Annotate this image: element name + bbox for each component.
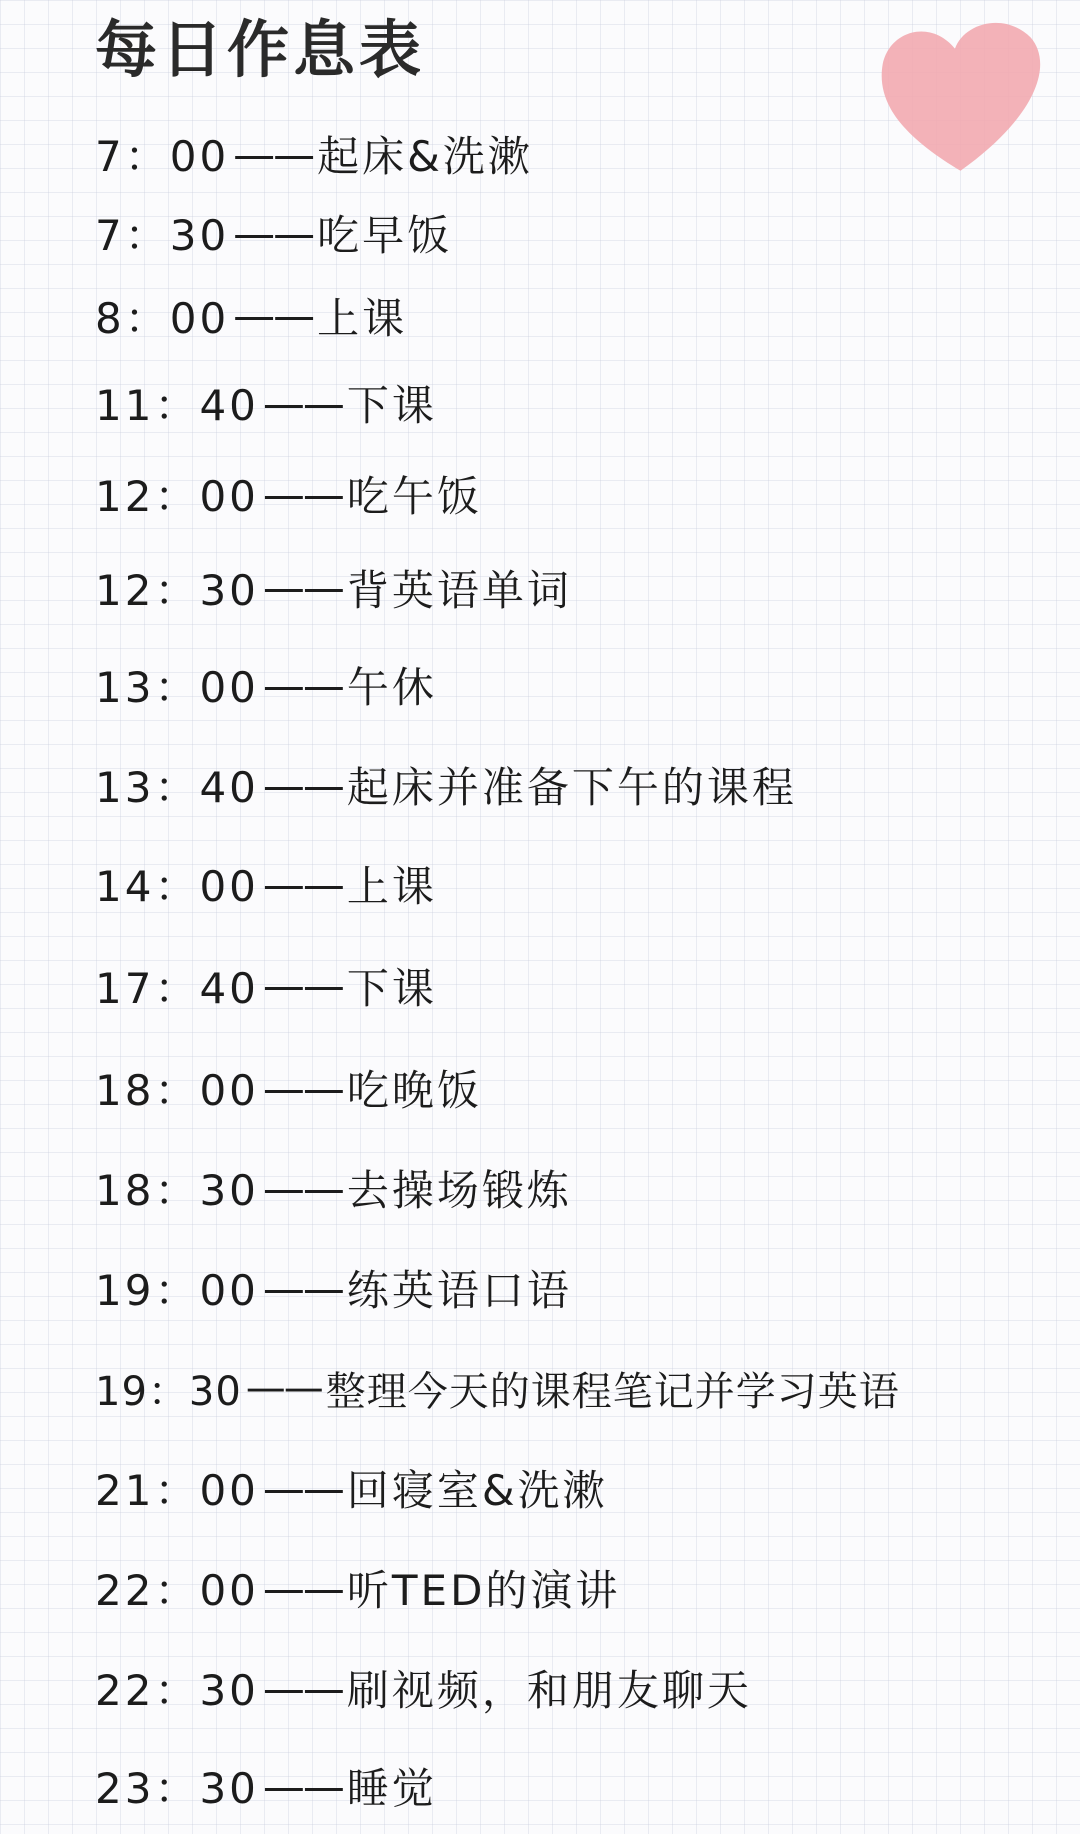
schedule-item [95, 735, 1055, 835]
schedule-activity: 睡觉 [346, 1764, 437, 1813]
schedule-separator: —— [262, 660, 343, 710]
schedule-activity: 回寝室&洗漱 [346, 1466, 608, 1515]
schedule-activity: 刷视频，和朋友聊天 [346, 1666, 752, 1715]
schedule-time: 19：30 [95, 1368, 242, 1415]
schedule-separator: —— [262, 1563, 343, 1613]
schedule-item [95, 540, 1055, 635]
schedule-activity: 下课 [346, 381, 437, 430]
schedule-separator: —— [262, 961, 343, 1010]
schedule-separator: —— [262, 760, 343, 810]
schedule-separator: —— [262, 378, 343, 428]
schedule-item [95, 1438, 1055, 1538]
schedule-item [95, 1638, 1055, 1738]
schedule-separator: —— [262, 1663, 343, 1713]
schedule-time: 19：00 [95, 1266, 259, 1315]
schedule-list [95, 115, 1055, 1834]
schedule-separator: —— [262, 469, 343, 519]
schedule-activity: 背英语单词 [346, 565, 572, 615]
schedule-activity: 吃午饭 [346, 472, 482, 521]
schedule-separator: —— [262, 1463, 343, 1513]
schedule-time: 12：30 [95, 565, 259, 615]
schedule-time: 12：00 [95, 472, 259, 521]
schedule-activity: 整理今天的课程笔记并学习英语 [325, 1368, 900, 1415]
schedule-activity: 下课 [346, 963, 437, 1013]
schedule-activity: 上课 [317, 293, 408, 343]
schedule-time: 7：30 [95, 211, 230, 260]
schedule-separator: —— [262, 1063, 343, 1113]
schedule-item [95, 1738, 1055, 1834]
schedule-time: 22：30 [95, 1666, 259, 1715]
schedule-time: 22：00 [95, 1566, 259, 1615]
schedule-activity: 吃晚饭 [346, 1066, 482, 1115]
schedule-time: 18：30 [95, 1166, 259, 1215]
schedule-item [95, 1538, 1055, 1638]
schedule-time: 17：40 [95, 963, 259, 1013]
schedule-time: 7：00 [95, 132, 230, 181]
page-title: 每日作息表 [95, 13, 426, 86]
schedule-activity: 去操场锻炼 [346, 1166, 572, 1215]
schedule-time: 11：40 [95, 381, 259, 430]
schedule-activity: 听TED的演讲 [346, 1566, 621, 1615]
schedule-item [95, 1238, 1055, 1338]
schedule-time: 13：40 [95, 763, 259, 812]
schedule-item [95, 835, 1055, 933]
schedule-item [95, 1138, 1055, 1238]
schedule-activity: 上课 [346, 862, 437, 911]
schedule-activity: 起床并准备下午的课程 [346, 763, 797, 812]
schedule-time: 18：00 [95, 1066, 259, 1115]
schedule-separator: —— [262, 1263, 343, 1313]
schedule-time: 14：00 [95, 862, 259, 911]
schedule-separator: —— [245, 1365, 322, 1411]
schedule-separator: —— [262, 859, 343, 909]
schedule-item [95, 115, 1055, 193]
schedule-separator: —— [233, 291, 314, 340]
schedule-separator: —— [262, 1163, 343, 1213]
schedule-activity: 吃早饭 [317, 211, 453, 260]
schedule-activity: 午休 [346, 663, 437, 712]
schedule-time: 13：00 [95, 663, 259, 712]
schedule-activity: 练英语口语 [346, 1266, 572, 1315]
schedule-item [95, 1338, 1055, 1438]
schedule-time: 8：00 [95, 293, 230, 343]
schedule-item [95, 448, 1055, 540]
schedule-separator: —— [262, 1761, 343, 1811]
schedule-time: 23：30 [95, 1764, 259, 1813]
schedule-item [95, 1038, 1055, 1138]
schedule-separator: —— [233, 208, 314, 258]
schedule-activity: 起床&洗漱 [317, 132, 533, 181]
schedule-item [95, 193, 1055, 273]
schedule-time: 21：00 [95, 1466, 259, 1515]
schedule-separator: —— [262, 563, 343, 612]
schedule-item [95, 635, 1055, 735]
schedule-separator: —— [233, 129, 314, 179]
schedule-item [95, 933, 1055, 1038]
schedule-item [95, 358, 1055, 448]
schedule-item [95, 273, 1055, 358]
